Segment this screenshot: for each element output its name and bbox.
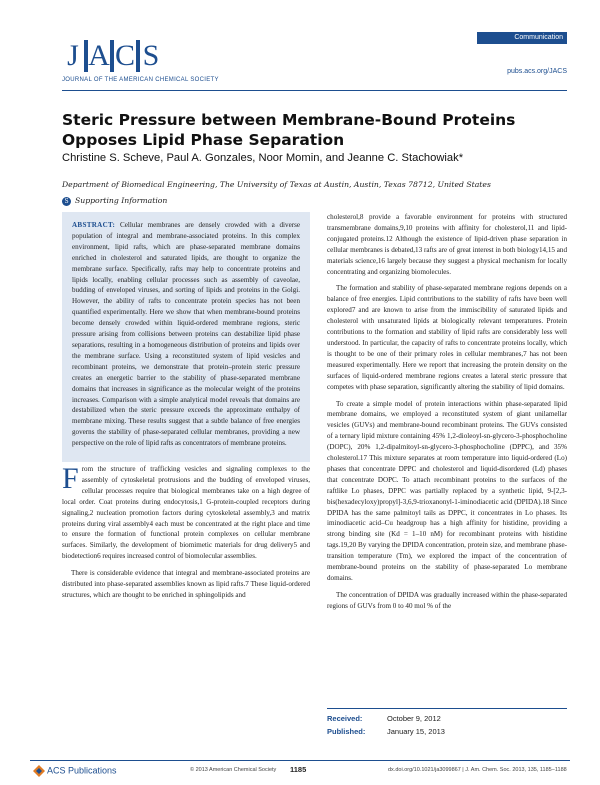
supporting-info-link[interactable] [62, 196, 167, 206]
publisher-name: ACS Publications [47, 765, 117, 776]
acs-publications-logo [33, 765, 117, 777]
copyright: © 2013 American Chemical Society [190, 767, 277, 773]
logo-letter: C [114, 39, 135, 72]
logo-letter: J [67, 39, 79, 72]
body-paragraph: The concentration of DPIDA was gradually increased within the phase-separated regions of GUVs from 0 to 40 mol % of the [327, 590, 567, 610]
logo-letter: S [142, 39, 160, 72]
article-title: Steric Pressure between Membrane-Bound Proteins Opposes Lipid Phase Separation [62, 111, 516, 149]
published-label: Published: [327, 727, 366, 736]
page-number: 1185 [290, 765, 307, 774]
published-row [327, 725, 567, 738]
body-paragraph: From the structure of trafficking vesicles and signaling complexes to the assembly of cytoskeletal protrusions and the budding of enveloped viruses, cellular processes require that biological membranes take on a high degree of local order. Coat proteins during endocytosis,1 G-protein-coupled receptors during signaling,2 nucleation promotion factors during cytoskeletal assembly,3 and matrix proteins during viral assembly4 each must be concentrated at the right place and time to ensure the formation of functional protein complexes on cellular membrane surfaces. Similarly, the development of biomimetic materials for drug delivery5 and biodetection6 requires increased control of biomolecular assemblies. [62, 462, 310, 561]
doi-citation[interactable]: dx.doi.org/10.1021/ja3099867 | J. Am. Chem. Soc. 2013, 135, 1185−1188 [388, 767, 567, 773]
header-divider [62, 90, 567, 91]
body-right-column [327, 212, 567, 618]
received-label: Received: [327, 714, 363, 723]
jacs-logo [62, 40, 170, 74]
body-paragraph: There is considerable evidence that integral and membrane-associated proteins are distributed into phase-separated assemblies known as lipid rafts.7 These liquid-ordered structures, which are thought to be enriched in sphingolipids and [62, 569, 310, 599]
publication-dates [327, 708, 567, 748]
drop-cap: F [62, 462, 79, 495]
journal-name: JOURNAL OF THE AMERICAN CHEMICAL SOCIETY [62, 77, 219, 83]
body-paragraph: The formation and stability of phase-separated membrane regions depends on a balance of free energies. Lipid contributions to the stability of rafts have been well explored7 and are known to arise from the immiscibility of saturated lipids and cholesterol with unsaturated lipids at biologically relevant temperatures. Protein contributions to the formation and stability of lipid rafts are considerably less well understood. In particular, the capacity of rafts to concentrate proteins locally, which is thought to be one of their primary roles in cellular membranes,7 has not been measured experimentally. Here we report that increasing the protein density on the surfaces of liquid-ordered membrane regions creates a lateral steric pressure that competes with phase separation, significantly altering the stability of lipid domains. [327, 284, 567, 391]
footer-divider [30, 760, 570, 761]
journal-url[interactable]: pubs.acs.org/JACS [507, 68, 567, 75]
section-label: Communication [477, 32, 567, 44]
affiliation: Department of Biomedical Engineering, The University of Texas at Austin, Austin, Texas 78712, United States [62, 180, 491, 189]
abstract-label: ABSTRACT: [72, 221, 116, 229]
received-date: October 9, 2012 [387, 714, 441, 723]
abstract-text: Cellular membranes are densely crowded with a diverse population of integral and membrane-associated proteins. In this complex environment, lipid rafts, which are phase-separated membrane domains enriched in cholesterol and saturated lipids, are thought to organize the membrane surface. Specifically, rafts may help to concentrate proteins and lipids locally, enabling cellular processes such as assembly of caveolae, budding of enveloped viruses, and sorting of lipids and proteins in the Golgi. However, the ability of rafts to concentrate protein species has not been quantified experimentally. Here we show that when membrane-bound proteins become densely crowded within liquid-ordered membrane regions, steric pressure arising from collisions between proteins can destabilize lipid phase separations, resulting in a homogeneous distribution of proteins and lipids over the membrane surface. Using a reconstituted system of lipid vesicles and recombinant proteins, we demonstrate that protein–protein steric pressure creates an energetic barrier to the stability of phase-separated membrane domains that increases in significance as the molecular weight of the proteins increases. Comparison with a simple analytical model reveals that domains are destabilized when the steric pressure exceeds the approximate enthalpy of membrane mixing. These results suggest that a subtle balance of free energies governs the stability of phase-separated cellular membranes, providing a new perspective on the role of lipid rafts as concentrators of membrane proteins. [72, 221, 300, 448]
received-row [327, 712, 567, 725]
published-date: January 15, 2013 [387, 727, 445, 736]
acs-mark-icon [33, 765, 45, 777]
supporting-info-icon: S [62, 197, 71, 206]
logo-letter: A [88, 39, 110, 72]
supporting-info-label: Supporting Information [75, 196, 168, 205]
author-list: Christine S. Scheve, Paul A. Gonzales, Noor Momin, and Jeanne C. Stachowiak* [62, 152, 464, 164]
body-paragraph: cholesterol,8 provide a favorable environment for proteins with structured transmembrane domains,9,10 proteins with affinity for cholesterol,11 and lipid-conjugated proteins.12 Although the existence of lipid-driven phase separation in cellular membranes is debated,13 rafts are of great interest in both biology14,15 and materials science,16 largely because they suggest a physical mechanism for locally concentrating and organizing biomolecules. [327, 213, 567, 276]
body-left-column [62, 464, 310, 607]
body-paragraph: To create a simple model of protein interactions within phase-separated lipid membrane domains, we employed a reconstituted system of giant unilamellar vesicles (GUVs) and membrane-bound recombinant proteins. The GUVs consisted of a ternary lipid mixture containing 45% 1,2-dioleoyl-sn-glycero-3-phosphocholine (DOPC), 20% 1,2-dipalmitoyl-sn-glycero-3-phosphocholine (DPPC), and 35% cholesterol.17 This mixture separates at room temperature into liquid-ordered (Lo) phases that concentrate DPPC and cholesterol and liquid-disordered (Ld) phases that concentrate DOPC. To attach recombinant proteins to the surfaces of the raftlike Lo phases, DPPC was partially replaced by a synthetic lipid, 9-[2,3-bis(hexadecyloxy)propyl]-3,6,9-trioxanonyl-1-iminodiacetic acid (DPIDA).18 Since DPIDA has the same palmitoyl tails as DPPC, it concentrates in Lo phases. Its iminodiacetic acid–Cu headgroup has a high affinity for histidine, providing a strong binding site (Kd = 1–10 nM) for recombinant proteins with histidine tags.19,20 By varying the DPIDA concentration, protein size, and membrane phase-transition temperature (Tm), we explored the impact of the concentration of membrane-bound proteins on the stability of phase-separated Lo membrane domains. [327, 399, 567, 582]
abstract-box [62, 212, 310, 462]
